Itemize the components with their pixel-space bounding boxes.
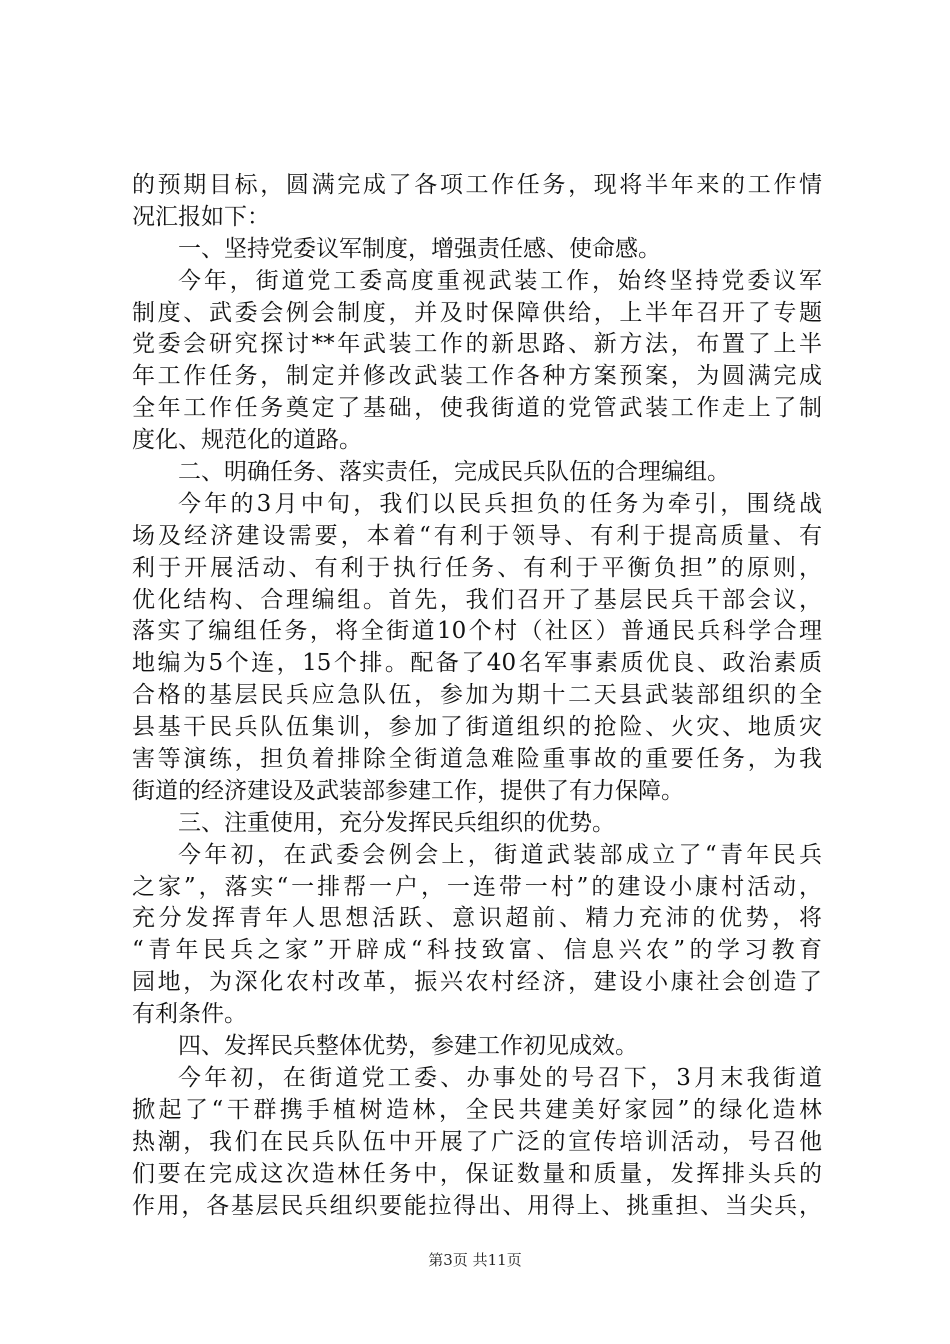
- text-line: 制度、武委会例会制度，并及时保障供给，上半年召开了专题: [132, 299, 822, 326]
- text-line: 们要在完成这次造林任务中，保证数量和质量，发挥排头兵的: [132, 1160, 822, 1187]
- text-line: 四、发挥民兵整体优势，参建工作初见成效。: [178, 1033, 638, 1060]
- document-body: [132, 170, 822, 1222]
- text-line: 作用，各基层民兵组织要能拉得出、用得上、挑重担、当尖兵，: [132, 1192, 822, 1219]
- text-line: “青年民兵之家”开辟成“科技致富、信息兴农”的学习教育: [132, 937, 822, 964]
- text-line: 二、明确任务、落实责任，完成民兵队伍的合理编组。: [178, 459, 730, 486]
- text-line: 合格的基层民兵应急队伍，参加为期十二天县武装部组织的全: [132, 682, 822, 709]
- page-number-footer: 第3页 共11页: [428, 1251, 522, 1269]
- text-line: 的预期目标，圆满完成了各项工作任务，现将半年来的工作情: [132, 172, 822, 198]
- text-line: 园地，为深化农村改革，振兴农村经济，建设小康社会创造了: [132, 969, 822, 996]
- text-line: 年工作任务，制定并修改武装工作各种方案预案，为圆满完成: [132, 363, 822, 390]
- text-line: 党委会研究探讨**年武装工作的新思路、新方法，布置了上半: [132, 331, 822, 358]
- text-line: 落实了编组任务，将全街道10个村（社区）普通民兵科学合理: [132, 618, 822, 645]
- text-line: 况汇报如下：: [132, 203, 270, 230]
- text-line: 充分发挥青年人思想活跃、意识超前、精力充沛的优势，将: [132, 905, 822, 932]
- text-line: 今年初，在武委会例会上，街道武装部成立了“青年民兵: [178, 841, 822, 868]
- text-line: 场及经济建设需要，本着“有利于领导、有利于提高质量、有: [132, 522, 822, 549]
- text-line: 县基干民兵队伍集训，参加了街道组织的抢险、火灾、地质灾: [132, 714, 822, 741]
- text-line: 一、坚持党委议军制度，增强责任感、使命感。: [178, 235, 661, 262]
- text-line: 街道的经济建设及武装部参建工作，提供了有力保障。: [132, 777, 684, 804]
- text-line: 今年初，在街道党工委、办事处的号召下，3月末我街道: [178, 1064, 822, 1091]
- text-line: 今年，街道党工委高度重视武装工作，始终坚持党委议军: [178, 267, 822, 294]
- text-line: 度化、规范化的道路。: [132, 427, 362, 454]
- text-line: 掀起了“干群携手植树造林，全民共建美好家园”的绿化造林: [132, 1096, 822, 1123]
- text-line: 利于开展活动、有利于执行任务、有利于平衡负担”的原则，: [132, 554, 822, 581]
- text-line: 优化结构、合理编组。首先，我们召开了基层民兵干部会议，: [132, 586, 822, 613]
- text-line: 三、注重使用，充分发挥民兵组织的优势。: [178, 809, 615, 836]
- text-line: 有利条件。: [132, 1001, 247, 1028]
- text-line: 之家”，落实“一排帮一户，一连带一村”的建设小康村活动，: [132, 873, 822, 900]
- text-line: 害等演练，担负着排除全街道急难险重事故的重要任务，为我: [132, 746, 822, 773]
- text-line: 地编为5个连，15个排。配备了40名军事素质优良、政治素质: [132, 650, 822, 677]
- text-line: 今年的3月中旬，我们以民兵担负的任务为牵引，围绕战: [178, 490, 822, 517]
- text-line: 热潮，我们在民兵队伍中开展了广泛的宣传培训活动，号召他: [132, 1128, 822, 1155]
- text-line: 全年工作任务奠定了基础，使我街道的党管武装工作走上了制: [132, 395, 822, 422]
